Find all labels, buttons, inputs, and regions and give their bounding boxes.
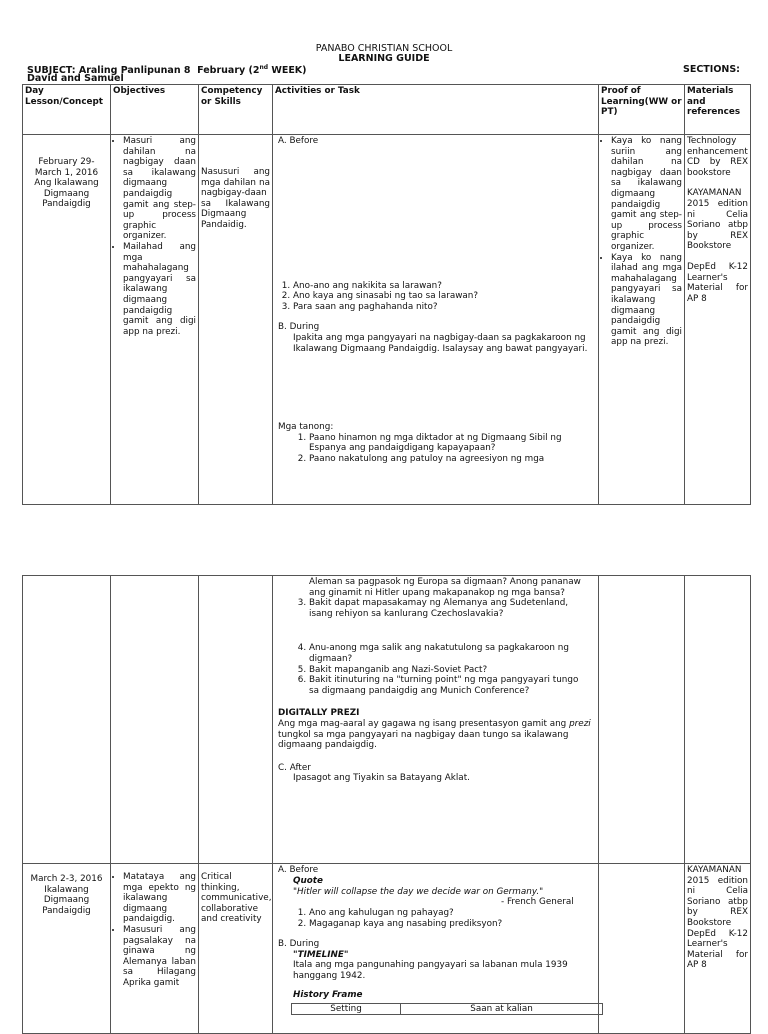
row2-activities xyxy=(273,864,599,1034)
list-item: • Kaya ko nang suriin ang dahilan na nagbigay daan sa ikalawang digmaang pandaigdig gamit ang step-up process graphic organizer. xyxy=(611,136,682,253)
row1-cont-materials xyxy=(685,576,751,864)
header-materials: Materials and references xyxy=(685,85,751,135)
list-item: 1. Ano ang kahulugan ng pahayag? xyxy=(309,908,596,919)
list-item: 2. Ano kaya ang sinasabi ng tao sa larawan? xyxy=(293,291,596,302)
after-label: C. After xyxy=(278,762,311,773)
school-name: PANABO CHRISTIAN SCHOOL xyxy=(315,43,453,54)
history-frame-table xyxy=(291,1003,603,1015)
row1-activities xyxy=(273,135,599,505)
list-item: • Matataya ang mga epekto ng ikalawang digmaang pandaigdig. xyxy=(123,872,196,925)
document-title: LEARNING GUIDE xyxy=(338,53,430,64)
row1-cont-competency xyxy=(199,576,273,864)
quote-label: Quote xyxy=(293,875,323,886)
material-item: Technology enhancement CD by REX bookstore xyxy=(687,136,748,178)
timeline-label: "TIMELINE" xyxy=(293,949,349,960)
row2-materials: KAYAMANAN 2015 edition ni Celia Soriano atbp by REX Bookstore DepEd K-12 Learner's Material for AP 8 xyxy=(685,864,751,1034)
row2-competency: Critical thinking, communicative, collaborative and creativity xyxy=(199,864,273,1034)
frame-header-setting: Setting xyxy=(292,1003,401,1014)
quote-author: - French General xyxy=(501,897,574,908)
list-item: 6. Bakit itinuturing na "turning point" ng mga pangyayari tungo sa digmaang pandaigdig ang Munich Conference? xyxy=(309,675,588,696)
header-competency: Competency or Skills xyxy=(199,85,273,135)
row2-day: March 2-3, 2016 Ikalawang Digmaang Pandaigdig xyxy=(23,864,111,1034)
list-item: • Masusuri ang pagsalakay na ginawa ng Alemanya laban sa Hilagang Aprika gamit xyxy=(123,925,196,989)
header-objectives: Objectives xyxy=(111,85,199,135)
before-questions xyxy=(275,908,596,930)
material-item: DepEd K-12 Learner's Material for AP 8 xyxy=(687,261,748,304)
list-item: 1. Ano-ano ang nakikita sa larawan? xyxy=(293,281,596,292)
timeline-text: Itala ang mga pangunahing pangyayari sa labanan mula 1939 hanggang 1942. xyxy=(293,960,568,982)
row1-materials xyxy=(685,135,751,505)
list-item: 3. Para saan ang paghahanda nito? xyxy=(293,302,596,313)
quote-text: "Hitler will collapse the day we decide war on Germany." xyxy=(293,886,544,897)
row1-competency: Nasusuri ang mga dahilan na nagbigay-daan sa Ikalawang Digmaang Pandaidig. xyxy=(199,135,273,505)
list-item: 2. Paano nakatulong ang patuloy na agreesiyon ng mga xyxy=(309,454,588,465)
during-label: B. During xyxy=(278,938,320,949)
learning-guide-table-cont xyxy=(22,575,751,1034)
row1-proof xyxy=(599,135,685,505)
during-label: B. During xyxy=(278,322,320,333)
list-item: 5. Bakit mapanganib ang Nazi-Soviet Pact? xyxy=(309,665,588,676)
list-item: • Kaya ko nang ilahad ang mga mahahalagang pangyayari sa ikalawang digmaang pandaigdig gamit ang digi app na prezi. xyxy=(611,253,682,348)
list-item: 4. Anu-anong mga salik ang nakatutulong sa pagkakaroon ng digmaan? xyxy=(309,643,588,664)
row1-cont-activities xyxy=(273,576,599,864)
questions-list-a xyxy=(275,598,596,619)
history-frame-title: History Frame xyxy=(293,989,363,1000)
sections-value: David and Samuel xyxy=(27,73,124,84)
row1-day: February 29- March 1, 2016 Ang Ikalawang Digmaang Pandaigdig xyxy=(23,135,111,505)
header-activities: Activities or Task xyxy=(273,85,599,135)
sections-label: SECTIONS: xyxy=(683,64,740,75)
list-item: • Masuri ang dahilan na nagbigay daan sa ikalawang digmaang pandaigdig gamit ang step-up process graphic organizer. xyxy=(123,136,196,242)
question-continued: Aleman sa pagpasok ng Europa sa digmaan? Anong pananaw ang ginamit ni Hitler upang makapanakop ng mga bansa? xyxy=(309,577,581,598)
before-label: A. Before xyxy=(278,136,319,146)
digitally-prezi-title: DIGITALLY PREZI xyxy=(278,708,360,719)
row1-cont-proof xyxy=(599,576,685,864)
row2-proof xyxy=(599,864,685,1034)
learning-guide-table xyxy=(22,84,751,505)
list-item: 2. Magaganap kaya ang nasabing prediksyon? xyxy=(309,919,596,930)
row1-objectives xyxy=(111,135,199,505)
row1-cont-objectives xyxy=(111,576,199,864)
header-proof: Proof of Learning(WW or PT) xyxy=(599,85,685,135)
during-text: Ipakita ang mga pangyayari na nagbigay-daan sa pagkakaroon ng Ikalawang Digmaang Pandaigdig. Isalaysay ang bawat pangyayari. xyxy=(293,332,588,354)
before-questions xyxy=(275,281,596,313)
list-item: 3. Bakit dapat mapasakamay ng Alemanya ang Sudetenland, isang rehiyon sa kanlurang Czechoslavakia? xyxy=(309,598,588,619)
material-item: KAYAMANAN 2015 edition ni Celia Soriano atbp by REX Bookstore xyxy=(687,188,748,252)
list-item: • Mailahad ang mga mahahalagang pangyayari sa ikalawang digmaang pandaigdig gamit ang digi app na prezi. xyxy=(123,242,196,337)
row2-objectives xyxy=(111,864,199,1034)
before-label: A. Before xyxy=(278,865,319,875)
header-day: Day Lesson/Concept xyxy=(23,85,111,135)
row1-cont-day xyxy=(23,576,111,864)
mga-tanong-label: Mga tanong: xyxy=(278,422,334,433)
frame-header-saan: Saan at kalian xyxy=(401,1003,603,1014)
subject-line: SUBJECT: Araling Panlipunan 8 February (2nd WEEK) xyxy=(27,64,307,77)
list-item: 1. Paano hinamon ng mga diktador at ng Digmaang Sibil ng Espanya ang pandaigdigang kapayapaan? xyxy=(309,433,588,454)
questions-list xyxy=(275,433,596,465)
questions-list-b xyxy=(275,643,596,696)
digitally-prezi-text: Ang mga mag-aaral ay gagawa ng isang presentasyon gamit ang prezi tungkol sa mga pangyayari na nagbigay daan tungo sa ikalawang digmaang pandaigdig. xyxy=(278,718,591,751)
after-text: Ipasagot ang Tiyakin sa Batayang Aklat. xyxy=(293,773,470,784)
